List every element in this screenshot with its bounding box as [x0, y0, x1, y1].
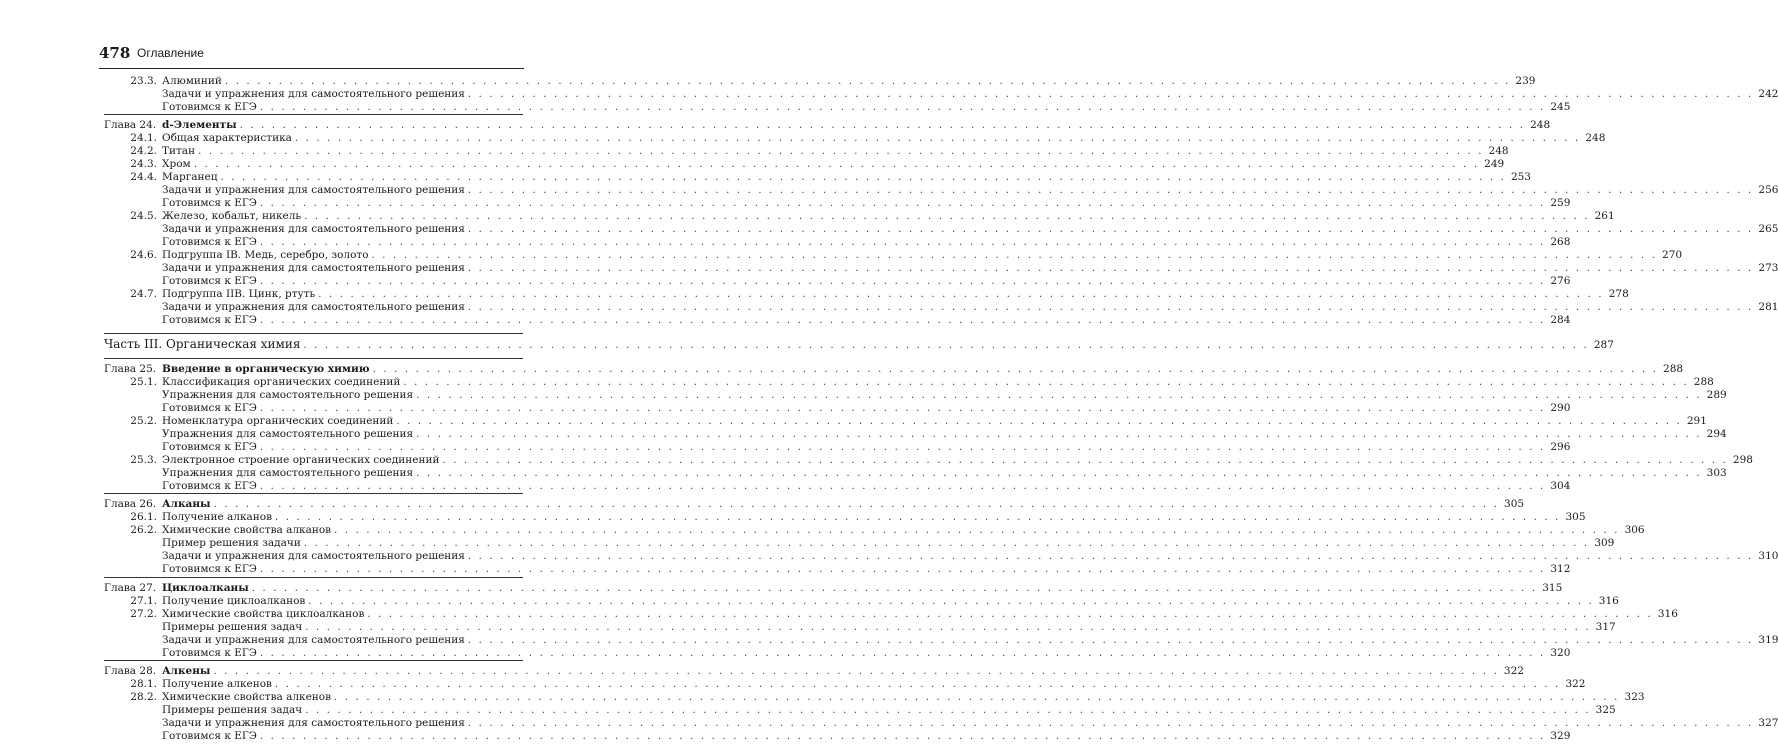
toc-entry-title: Задачи и упражнения для самостоятельного решения	[162, 634, 465, 646]
toc-entry[interactable]	[162, 223, 1778, 236]
toc-entry-title: Готовимся к ЕГЭ	[162, 101, 257, 113]
page-ref: 284	[1550, 314, 1571, 326]
chapter-number: Глава 26.	[104, 498, 157, 510]
toc-entry-title: Готовимся к ЕГЭ	[162, 275, 257, 287]
dot-leader: . . . . . . . . . . . . . . . . . . . . . . . . . . . . . . . . . . . . . . . . . . . . . . . . . . . . . . . . . . . . . . . . . . . . . . . . . . . . . . . . . . . . . . . . . . . . . . . . . . . . . . . . . . . . . . . . . . . . . . . .	[220, 172, 1506, 183]
toc-entry[interactable]	[162, 498, 1525, 511]
page-ref: 265	[1758, 223, 1778, 235]
toc-entry-title: Примеры решения задач	[162, 704, 303, 716]
dot-leader: . . . . . . . . . . . . . . . . . . . . . . . . . . . . . . . . . . . . . . . . . . . . . . . . . . . . . . . . . . . . . . . . . . . . . . . . . . . . . . . . . . . . . . . . . . . . . . . . . . . . . . . . . . . . . . . . . . . . . . . .	[403, 377, 1689, 388]
page-ref: 253	[1510, 171, 1531, 183]
dot-leader: . . . . . . . . . . . . . . . . . . . . . . . . . . . . . . . . . . . . . . . . . . . . . . . . . . . . . . . . . . . . . . . . . . . . . . . . . . . . . . . . . . . . . . . . . . . . . . . . . . . . . . . . . . . . . . . . . . . . . . . .	[198, 146, 1484, 157]
section-number: 26.1.	[130, 511, 157, 523]
toc-entry-title: Номенклатура органических соединений	[162, 415, 394, 427]
toc-entry-title: Марганец	[162, 171, 218, 183]
dot-leader: . . . . . . . . . . . . . . . . . . . . . . . . . . . . . . . . . . . . . . . . . . . . . . . . . . . . . . . . . . . . . . . . . . . . . . . . . . . . . . . . . . . . . . . . . . . . . . . . . . . . . . . . . . . . . . . . . . . . . . . .	[371, 250, 1658, 261]
toc-entry[interactable]	[162, 704, 1616, 717]
chapter-number: Глава 27.	[104, 582, 157, 594]
section-number: 24.2.	[130, 145, 157, 157]
toc-entry-title: Задачи и упражнения для самостоятельного решения	[162, 262, 465, 274]
page-ref: 305	[1565, 511, 1586, 523]
dot-leader: . . . . . . . . . . . . . . . . . . . . . . . . . . . . . . . . . . . . . . . . . . . . . . . . . . . . . . . . . . . . . . . . . . . . . . . . . . . . . . . . . . . . . . . . . . . . . . . . . . . . . . . . . . . . . . . . . . . . . . . .	[442, 455, 1728, 466]
dot-leader: . . . . . . . . . . . . . . . . . . . . . . . . . . . . . . . . . . . . . . . . . . . . . . . . . . . . . . . . . . . . . . . . . . . . . . . . . . . . . . . . . . . . . . . . . . . . . . . . . . . . . . . . . . . . . . . . . . . . . . . .	[367, 609, 1653, 620]
toc-entry-title: Упражнения для самостоятельного решения	[162, 428, 414, 440]
toc-entry[interactable]	[162, 621, 1616, 634]
section-number: 24.5.	[130, 210, 157, 222]
toc-entry[interactable]	[162, 480, 1571, 493]
toc-entry[interactable]	[162, 389, 1727, 402]
toc-entry-title: Алкены	[162, 665, 211, 677]
toc-entry[interactable]	[162, 550, 1778, 563]
section-number: 23.3.	[130, 75, 157, 87]
chapter-number: Глава 28.	[104, 665, 157, 677]
toc-entry[interactable]	[162, 249, 1683, 262]
toc-entry[interactable]	[162, 634, 1778, 647]
section-number: 26.2.	[130, 524, 157, 536]
toc-entry-title: Готовимся к ЕГЭ	[162, 441, 257, 453]
page-ref: 273	[1758, 262, 1778, 274]
toc-entry-title: Подгруппа IIB. Цинк, ртуть	[162, 288, 316, 300]
page-ref: 325	[1595, 704, 1616, 716]
page-ref: 259	[1550, 197, 1571, 209]
section-number: 24.6.	[130, 249, 157, 261]
toc-entry-title: Пример решения задачи	[162, 537, 301, 549]
dot-leader: . . . . . . . . . . . . . . . . . . . . . . . . . . . . . . . . . . . . . . . . . . . . . . . . . . . . . . . . . . . . . . . . . . . . . . . . . . . . . . . . . . . . . . . . . . . . . . . . . . . . . . . . . . . . . . . . . . . . . . . .	[213, 499, 1500, 510]
page-ref: 287	[1593, 339, 1614, 351]
toc-entry-title: Часть III. Органическая химия	[104, 337, 301, 351]
toc-entry[interactable]	[162, 691, 1645, 704]
page-ref: 303	[1706, 467, 1727, 479]
section-separator	[104, 358, 523, 359]
toc-entry[interactable]	[162, 158, 1505, 171]
toc-entry[interactable]	[104, 337, 1614, 351]
toc-entry[interactable]	[162, 467, 1727, 480]
toc-entry-title: Химические свойства циклоалканов	[162, 608, 365, 620]
page-ref: 316	[1657, 608, 1678, 620]
toc-entry-title: Циклоалканы	[162, 582, 249, 594]
toc-entry[interactable]	[162, 678, 1586, 691]
toc-entry-title: Готовимся к ЕГЭ	[162, 314, 257, 326]
page-ref: 315	[1542, 582, 1563, 594]
dot-leader: . . . . . . . . . . . . . . . . . . . . . . . . . . . . . . . . . . . . . . . . . . . . . . . . . . . . . . . . . . . . . . . . . . . . . . . . . . . . . . . . . . . . . . . . . . . . . . . . . . . . . . . . . . . . . . . . . . . . . . . .	[416, 429, 1702, 440]
toc-entry-title: Задачи и упражнения для самостоятельного решения	[162, 301, 465, 313]
section-number: 27.2.	[130, 608, 157, 620]
page-ref: 319	[1758, 634, 1778, 646]
toc-entry-title: Хром	[162, 158, 191, 170]
dot-leader: . . . . . . . . . . . . . . . . . . . . . . . . . . . . . . . . . . . . . . . . . . . . . . . . . . . . . . . . . . . . . . . . . . . . . . . . . . . . . . . . . . . . . . . . . . . . . . . . . . . . . . . . . . . . . . . . . . . . . . . .	[274, 679, 1561, 690]
section-number: 24.7.	[130, 288, 157, 300]
page-ref: 291	[1686, 415, 1707, 427]
toc-entry-title: Готовимся к ЕГЭ	[162, 563, 257, 575]
toc-entry-title: Общая характеристика	[162, 132, 292, 144]
toc-entry-title: Классификация органических соединений	[162, 376, 401, 388]
toc-entry-title: Электронное строение органических соединений	[162, 454, 440, 466]
dot-leader: . . . . . . . . . . . . . . . . . . . . . . . . . . . . . . . . . . . . . . . . . . . . . . . . . . . . . . . . . . . . . . . . . . . . . . . . . . . . . . . . . . . . . . . . . . . . . . . . . . . . . . . . . . . . . . . . . . . . . . . .	[467, 718, 1754, 729]
toc-entry[interactable]	[162, 75, 1536, 88]
toc-entry[interactable]	[162, 537, 1615, 550]
dot-leader: . . . . . . . . . . . . . . . . . . . . . . . . . . . . . . . . . . . . . . . . . . . . . . . . . . . . . . . . . . . . . . . . . . . . . . . . . . . . . . . . . . . . . . . . . . . . . . . . . . . . . . . . . . . . . . . . . . . . . . . .	[372, 364, 1659, 375]
dot-leader: . . . . . . . . . . . . . . . . . . . . . . . . . . . . . . . . . . . . . . . . . . . . . . . . . . . . . . . . . . . . . . . . . . . . . . . . . . . . . . . . . . . . . . . . . . . . . . . . . . . . . . . . . . . . . . . . . . . . . . . .	[303, 340, 1589, 351]
toc-entry[interactable]	[162, 665, 1524, 678]
dot-leader: . . . . . . . . . . . . . . . . . . . . . . . . . . . . . . . . . . . . . . . . . . . . . . . . . . . . . . . . . . . . . . . . . . . . . . . . . . . . . . . . . . . . . . . . . . . . . . . . . . . . . . . . . . . . . . . . . . . . . . . .	[303, 538, 1590, 549]
toc-entry-title: d-Элементы	[162, 119, 237, 131]
section-number: 24.3.	[130, 158, 157, 170]
dot-leader: . . . . . . . . . . . . . . . . . . . . . . . . . . . . . . . . . . . . . . . . . . . . . . . . . . . . . . . . . . . . . . . . . . . . . . . . . . . . . . . . . . . . . . . . . . . . . . . . . . . . . . . . . . . . . . . . . . . . . . . .	[467, 263, 1754, 274]
page-ref: 298	[1732, 454, 1753, 466]
toc-entry[interactable]	[162, 524, 1645, 537]
toc-entry[interactable]	[162, 441, 1571, 454]
page-ref: 278	[1608, 288, 1629, 300]
page-header	[99, 44, 524, 66]
page-ref: 245	[1550, 101, 1571, 113]
dot-leader: . . . . . . . . . . . . . . . . . . . . . . . . . . . . . . . . . . . . . . . . . . . . . . . . . . . . . . . . . . . . . . . . . . . . . . . . . . . . . . . . . . . . . . . . . . . . . . . . . . . . . . . . . . . . . . . . . . . . . . . .	[259, 648, 1546, 659]
toc-entry-title: Примеры решения задач	[162, 621, 303, 633]
page-ref: 304	[1550, 480, 1571, 492]
page-ref: 290	[1550, 402, 1571, 414]
page-ref: 261	[1594, 210, 1615, 222]
toc-entry-title: Готовимся к ЕГЭ	[162, 236, 257, 248]
page-ref: 312	[1550, 563, 1571, 575]
toc-entry[interactable]	[162, 717, 1778, 730]
toc-entry-title: Готовимся к ЕГЭ	[162, 197, 257, 209]
page-ref: 288	[1693, 376, 1714, 388]
toc-entry-title: Подгруппа IB. Медь, серебро, золото	[162, 249, 369, 261]
section-number: 27.1.	[130, 595, 157, 607]
toc-entry-title: Получение циклоалканов	[162, 595, 306, 607]
page-ref: 310	[1758, 550, 1778, 562]
toc-entry[interactable]	[162, 145, 1509, 158]
dot-leader: . . . . . . . . . . . . . . . . . . . . . . . . . . . . . . . . . . . . . . . . . . . . . . . . . . . . . . . . . . . . . . . . . . . . . . . . . . . . . . . . . . . . . . . . . . . . . . . . . . . . . . . . . . . . . . . . . . . . . . . .	[259, 403, 1546, 414]
dot-leader: . . . . . . . . . . . . . . . . . . . . . . . . . . . . . . . . . . . . . . . . . . . . . . . . . . . . . . . . . . . . . . . . . . . . . . . . . . . . . . . . . . . . . . . . . . . . . . . . . . . . . . . . . . . . . . . . . . . . . . . .	[467, 185, 1754, 196]
page-ref: 276	[1550, 275, 1571, 287]
toc-entry[interactable]	[162, 171, 1531, 184]
toc-entry[interactable]	[162, 132, 1606, 145]
toc-entry-title: Титан	[162, 145, 196, 157]
dot-leader: . . . . . . . . . . . . . . . . . . . . . . . . . . . . . . . . . . . . . . . . . . . . . . . . . . . . . . . . . . . . . . . . . . . . . . . . . . . . . . . . . . . . . . . . . . . . . . . . . . . . . . . . . . . . . . . . . . . . . . . .	[259, 481, 1546, 492]
section-number: 25.1.	[130, 376, 157, 388]
toc-entry-title: Упражнения для самостоятельного решения	[162, 467, 414, 479]
section-separator	[104, 114, 523, 115]
toc-entry[interactable]	[162, 101, 1571, 114]
toc-entry-title: Готовимся к ЕГЭ	[162, 402, 257, 414]
toc-entry-title: Задачи и упражнения для самостоятельного решения	[162, 88, 465, 100]
header-title: Оглавление	[137, 46, 204, 60]
toc-entry-title: Готовимся к ЕГЭ	[162, 480, 257, 492]
page-ref: 248	[1585, 132, 1606, 144]
dot-leader: . . . . . . . . . . . . . . . . . . . . . . . . . . . . . . . . . . . . . . . . . . . . . . . . . . . . . . . . . . . . . . . . . . . . . . . . . . . . . . . . . . . . . . . . . . . . . . . . . . . . . . . . . . . . . . . . . . . . . . . .	[259, 198, 1546, 209]
toc-entry[interactable]	[162, 402, 1571, 415]
toc-entry-title: Задачи и упражнения для самостоятельного решения	[162, 717, 465, 729]
toc-entry[interactable]	[162, 608, 1678, 621]
toc-entry[interactable]	[162, 275, 1571, 288]
page-ref: 268	[1550, 236, 1571, 248]
dot-leader: . . . . . . . . . . . . . . . . . . . . . . . . . . . . . . . . . . . . . . . . . . . . . . . . . . . . . . . . . . . . . . . . . . . . . . . . . . . . . . . . . . . . . . . . . . . . . . . . . . . . . . . . . . . . . . . . . . . . . . . .	[259, 442, 1546, 453]
section-separator	[104, 577, 523, 578]
toc-entry[interactable]	[162, 595, 1619, 608]
dot-leader: . . . . . . . . . . . . . . . . . . . . . . . . . . . . . . . . . . . . . . . . . . . . . . . . . . . . . . . . . . . . . . . . . . . . . . . . . . . . . . . . . . . . . . . . . . . . . . . . . . . . . . . . . . . . . . . . . . . . . . . .	[305, 622, 1591, 633]
toc-entry[interactable]	[162, 288, 1629, 301]
dot-leader: . . . . . . . . . . . . . . . . . . . . . . . . . . . . . . . . . . . . . . . . . . . . . . . . . . . . . . . . . . . . . . . . . . . . . . . . . . . . . . . . . . . . . . . . . . . . . . . . . . . . . . . . . . . . . . . . . . . . . . . .	[259, 731, 1546, 742]
toc-entry-title: Алканы	[162, 498, 211, 510]
toc-entry[interactable]	[162, 184, 1778, 197]
section-number: 28.2.	[130, 691, 157, 703]
toc-entry-title: Алюминий	[162, 75, 222, 87]
toc-entry-title: Задачи и упражнения для самостоятельного решения	[162, 550, 465, 562]
toc-entry[interactable]	[162, 88, 1778, 101]
page-ref: 322	[1565, 678, 1586, 690]
section-separator	[104, 493, 523, 494]
dot-leader: . . . . . . . . . . . . . . . . . . . . . . . . . . . . . . . . . . . . . . . . . . . . . . . . . . . . . . . . . . . . . . . . . . . . . . . . . . . . . . . . . . . . . . . . . . . . . . . . . . . . . . . . . . . . . . . . . . . . . . . .	[259, 102, 1546, 113]
page-ref: 294	[1706, 428, 1727, 440]
section-separator	[104, 660, 523, 661]
dot-leader: . . . . . . . . . . . . . . . . . . . . . . . . . . . . . . . . . . . . . . . . . . . . . . . . . . . . . . . . . . . . . . . . . . . . . . . . . . . . . . . . . . . . . . . . . . . . . . . . . . . . . . . . . . . . . . . . . . . . . . . .	[259, 276, 1546, 287]
header-rule	[99, 68, 524, 69]
section-number: 28.1.	[130, 678, 157, 690]
toc-entry[interactable]	[162, 119, 1551, 132]
dot-leader: . . . . . . . . . . . . . . . . . . . . . . . . . . . . . . . . . . . . . . . . . . . . . . . . . . . . . . . . . . . . . . . . . . . . . . . . . . . . . . . . . . . . . . . . . . . . . . . . . . . . . . . . . . . . . . . . . . . . . . . .	[467, 89, 1754, 100]
toc-entry[interactable]	[162, 314, 1571, 327]
dot-leader: . . . . . . . . . . . . . . . . . . . . . . . . . . . . . . . . . . . . . . . . . . . . . . . . . . . . . . . . . . . . . . . . . . . . . . . . . . . . . . . . . . . . . . . . . . . . . . . . . . . . . . . . . . . . . . . . . . . . . . . .	[308, 596, 1594, 607]
dot-leader: . . . . . . . . . . . . . . . . . . . . . . . . . . . . . . . . . . . . . . . . . . . . . . . . . . . . . . . . . . . . . . . . . . . . . . . . . . . . . . . . . . . . . . . . . . . . . . . . . . . . . . . . . . . . . . . . . . . . . . . .	[259, 237, 1546, 248]
dot-leader: . . . . . . . . . . . . . . . . . . . . . . . . . . . . . . . . . . . . . . . . . . . . . . . . . . . . . . . . . . . . . . . . . . . . . . . . . . . . . . . . . . . . . . . . . . . . . . . . . . . . . . . . . . . . . . . . . . . . . . . .	[294, 133, 1581, 144]
dot-leader: . . . . . . . . . . . . . . . . . . . . . . . . . . . . . . . . . . . . . . . . . . . . . . . . . . . . . . . . . . . . . . . . . . . . . . . . . . . . . . . . . . . . . . . . . . . . . . . . . . . . . . . . . . . . . . . . . . . . . . . .	[467, 635, 1754, 646]
toc-entry-title: Получение алканов	[162, 511, 273, 523]
toc-entry[interactable]	[162, 376, 1714, 389]
toc-entry[interactable]	[162, 210, 1615, 223]
toc-entry[interactable]	[162, 511, 1586, 524]
page-ref: 306	[1624, 524, 1645, 536]
dot-leader: . . . . . . . . . . . . . . . . . . . . . . . . . . . . . . . . . . . . . . . . . . . . . . . . . . . . . . . . . . . . . . . . . . . . . . . . . . . . . . . . . . . . . . . . . . . . . . . . . . . . . . . . . . . . . . . . . . . . . . . .	[467, 551, 1754, 562]
page-number: 478	[99, 44, 131, 62]
toc-entry[interactable]	[162, 582, 1563, 595]
dot-leader: . . . . . . . . . . . . . . . . . . . . . . . . . . . . . . . . . . . . . . . . . . . . . . . . . . . . . . . . . . . . . . . . . . . . . . . . . . . . . . . . . . . . . . . . . . . . . . . . . . . . . . . . . . . . . . . . . . . . . . . .	[467, 302, 1754, 313]
toc-entry-title: Получение алкенов	[162, 678, 272, 690]
toc-entry-title: Задачи и упражнения для самостоятельного решения	[162, 184, 465, 196]
page-ref: 248	[1530, 119, 1551, 131]
section-separator	[104, 333, 523, 334]
page-ref: 322	[1503, 665, 1524, 677]
dot-leader: . . . . . . . . . . . . . . . . . . . . . . . . . . . . . . . . . . . . . . . . . . . . . . . . . . . . . . . . . . . . . . . . . . . . . . . . . . . . . . . . . . . . . . . . . . . . . . . . . . . . . . . . . . . . . . . . . . . . . . . .	[275, 512, 1561, 523]
section-number: 24.1.	[130, 132, 157, 144]
page-ref: 270	[1662, 249, 1683, 261]
toc-entry-title: Железо, кобальт, никель	[162, 210, 302, 222]
toc-entry[interactable]	[162, 415, 1707, 428]
dot-leader: . . . . . . . . . . . . . . . . . . . . . . . . . . . . . . . . . . . . . . . . . . . . . . . . . . . . . . . . . . . . . . . . . . . . . . . . . . . . . . . . . . . . . . . . . . . . . . . . . . . . . . . . . . . . . . . . . . . . . . . .	[416, 468, 1702, 479]
page-ref: 327	[1758, 717, 1778, 729]
page-ref: 305	[1504, 498, 1525, 510]
dot-leader: . . . . . . . . . . . . . . . . . . . . . . . . . . . . . . . . . . . . . . . . . . . . . . . . . . . . . . . . . . . . . . . . . . . . . . . . . . . . . . . . . . . . . . . . . . . . . . . . . . . . . . . . . . . . . . . . . . . . . . . .	[193, 159, 1480, 170]
page-ref: 309	[1594, 537, 1615, 549]
page-ref: 296	[1550, 441, 1571, 453]
toc-entry[interactable]	[162, 236, 1571, 249]
page-ref: 288	[1663, 363, 1684, 375]
dot-leader: . . . . . . . . . . . . . . . . . . . . . . . . . . . . . . . . . . . . . . . . . . . . . . . . . . . . . . . . . . . . . . . . . . . . . . . . . . . . . . . . . . . . . . . . . . . . . . . . . . . . . . . . . . . . . . . . . . . . . . . .	[239, 120, 1526, 131]
dot-leader: . . . . . . . . . . . . . . . . . . . . . . . . . . . . . . . . . . . . . . . . . . . . . . . . . . . . . . . . . . . . . . . . . . . . . . . . . . . . . . . . . . . . . . . . . . . . . . . . . . . . . . . . . . . . . . . . . . . . . . . .	[304, 211, 1590, 222]
page-ref: 281	[1758, 301, 1778, 313]
toc-entry[interactable]	[162, 730, 1571, 743]
dot-leader: . . . . . . . . . . . . . . . . . . . . . . . . . . . . . . . . . . . . . . . . . . . . . . . . . . . . . . . . . . . . . . . . . . . . . . . . . . . . . . . . . . . . . . . . . . . . . . . . . . . . . . . . . . . . . . . . . . . . . . . .	[318, 289, 1604, 300]
toc-entry[interactable]	[162, 197, 1571, 210]
page-ref: 249	[1484, 158, 1505, 170]
page-ref: 323	[1624, 691, 1645, 703]
toc-entry[interactable]	[162, 428, 1727, 441]
page-ref: 316	[1598, 595, 1619, 607]
page-ref: 239	[1515, 75, 1536, 87]
page-ref: 242	[1758, 88, 1778, 100]
toc-entry-title: Химические свойства алкенов	[162, 691, 332, 703]
toc-entry-title: Химические свойства алканов	[162, 524, 332, 536]
toc-entry[interactable]	[162, 301, 1778, 314]
dot-leader: . . . . . . . . . . . . . . . . . . . . . . . . . . . . . . . . . . . . . . . . . . . . . . . . . . . . . . . . . . . . . . . . . . . . . . . . . . . . . . . . . . . . . . . . . . . . . . . . . . . . . . . . . . . . . . . . . . . . . . . .	[305, 705, 1591, 716]
toc-entry[interactable]	[162, 454, 1753, 467]
toc-entry[interactable]	[162, 563, 1571, 576]
page-ref: 329	[1550, 730, 1571, 742]
toc-entry-title: Упражнения для самостоятельного решения	[162, 389, 414, 401]
dot-leader: . . . . . . . . . . . . . . . . . . . . . . . . . . . . . . . . . . . . . . . . . . . . . . . . . . . . . . . . . . . . . . . . . . . . . . . . . . . . . . . . . . . . . . . . . . . . . . . . . . . . . . . . . . . . . . . . . . . . . . . .	[334, 525, 1620, 536]
dot-leader: . . . . . . . . . . . . . . . . . . . . . . . . . . . . . . . . . . . . . . . . . . . . . . . . . . . . . . . . . . . . . . . . . . . . . . . . . . . . . . . . . . . . . . . . . . . . . . . . . . . . . . . . . . . . . . . . . . . . . . . .	[467, 224, 1754, 235]
dot-leader: . . . . . . . . . . . . . . . . . . . . . . . . . . . . . . . . . . . . . . . . . . . . . . . . . . . . . . . . . . . . . . . . . . . . . . . . . . . . . . . . . . . . . . . . . . . . . . . . . . . . . . . . . . . . . . . . . . . . . . . .	[213, 666, 1499, 677]
dot-leader: . . . . . . . . . . . . . . . . . . . . . . . . . . . . . . . . . . . . . . . . . . . . . . . . . . . . . . . . . . . . . . . . . . . . . . . . . . . . . . . . . . . . . . . . . . . . . . . . . . . . . . . . . . . . . . . . . . . . . . . .	[259, 315, 1546, 326]
toc-entry-title: Готовимся к ЕГЭ	[162, 730, 257, 742]
section-number: 24.4.	[130, 171, 157, 183]
toc-entry-title: Задачи и упражнения для самостоятельного решения	[162, 223, 465, 235]
page-ref: 256	[1758, 184, 1778, 196]
dot-leader: . . . . . . . . . . . . . . . . . . . . . . . . . . . . . . . . . . . . . . . . . . . . . . . . . . . . . . . . . . . . . . . . . . . . . . . . . . . . . . . . . . . . . . . . . . . . . . . . . . . . . . . . . . . . . . . . . . . . . . . .	[259, 564, 1546, 575]
page-ref: 248	[1488, 145, 1509, 157]
section-number: 25.3.	[130, 454, 157, 466]
toc-entry[interactable]	[162, 262, 1778, 275]
section-number: 25.2.	[130, 415, 157, 427]
toc-entry[interactable]	[162, 647, 1571, 660]
toc-entry[interactable]	[162, 363, 1684, 376]
page-ref: 289	[1706, 389, 1727, 401]
chapter-number: Глава 24.	[104, 119, 157, 131]
dot-leader: . . . . . . . . . . . . . . . . . . . . . . . . . . . . . . . . . . . . . . . . . . . . . . . . . . . . . . . . . . . . . . . . . . . . . . . . . . . . . . . . . . . . . . . . . . . . . . . . . . . . . . . . . . . . . . . . . . . . . . . .	[416, 390, 1702, 401]
toc-entry-title: Готовимся к ЕГЭ	[162, 647, 257, 659]
dot-leader: . . . . . . . . . . . . . . . . . . . . . . . . . . . . . . . . . . . . . . . . . . . . . . . . . . . . . . . . . . . . . . . . . . . . . . . . . . . . . . . . . . . . . . . . . . . . . . . . . . . . . . . . . . . . . . . . . . . . . . . .	[396, 416, 1682, 427]
page-ref: 317	[1595, 621, 1616, 633]
chapter-number: Глава 25.	[104, 363, 157, 375]
dot-leader: . . . . . . . . . . . . . . . . . . . . . . . . . . . . . . . . . . . . . . . . . . . . . . . . . . . . . . . . . . . . . . . . . . . . . . . . . . . . . . . . . . . . . . . . . . . . . . . . . . . . . . . . . . . . . . . . . . . . . . . .	[334, 692, 1620, 703]
toc-entry-title: Введение в органическую химию	[162, 363, 370, 375]
dot-leader: . . . . . . . . . . . . . . . . . . . . . . . . . . . . . . . . . . . . . . . . . . . . . . . . . . . . . . . . . . . . . . . . . . . . . . . . . . . . . . . . . . . . . . . . . . . . . . . . . . . . . . . . . . . . . . . . . . . . . . . .	[224, 76, 1511, 87]
page-ref: 320	[1550, 647, 1571, 659]
dot-leader: . . . . . . . . . . . . . . . . . . . . . . . . . . . . . . . . . . . . . . . . . . . . . . . . . . . . . . . . . . . . . . . . . . . . . . . . . . . . . . . . . . . . . . . . . . . . . . . . . . . . . . . . . . . . . . . . . . . . . . . .	[251, 583, 1538, 594]
